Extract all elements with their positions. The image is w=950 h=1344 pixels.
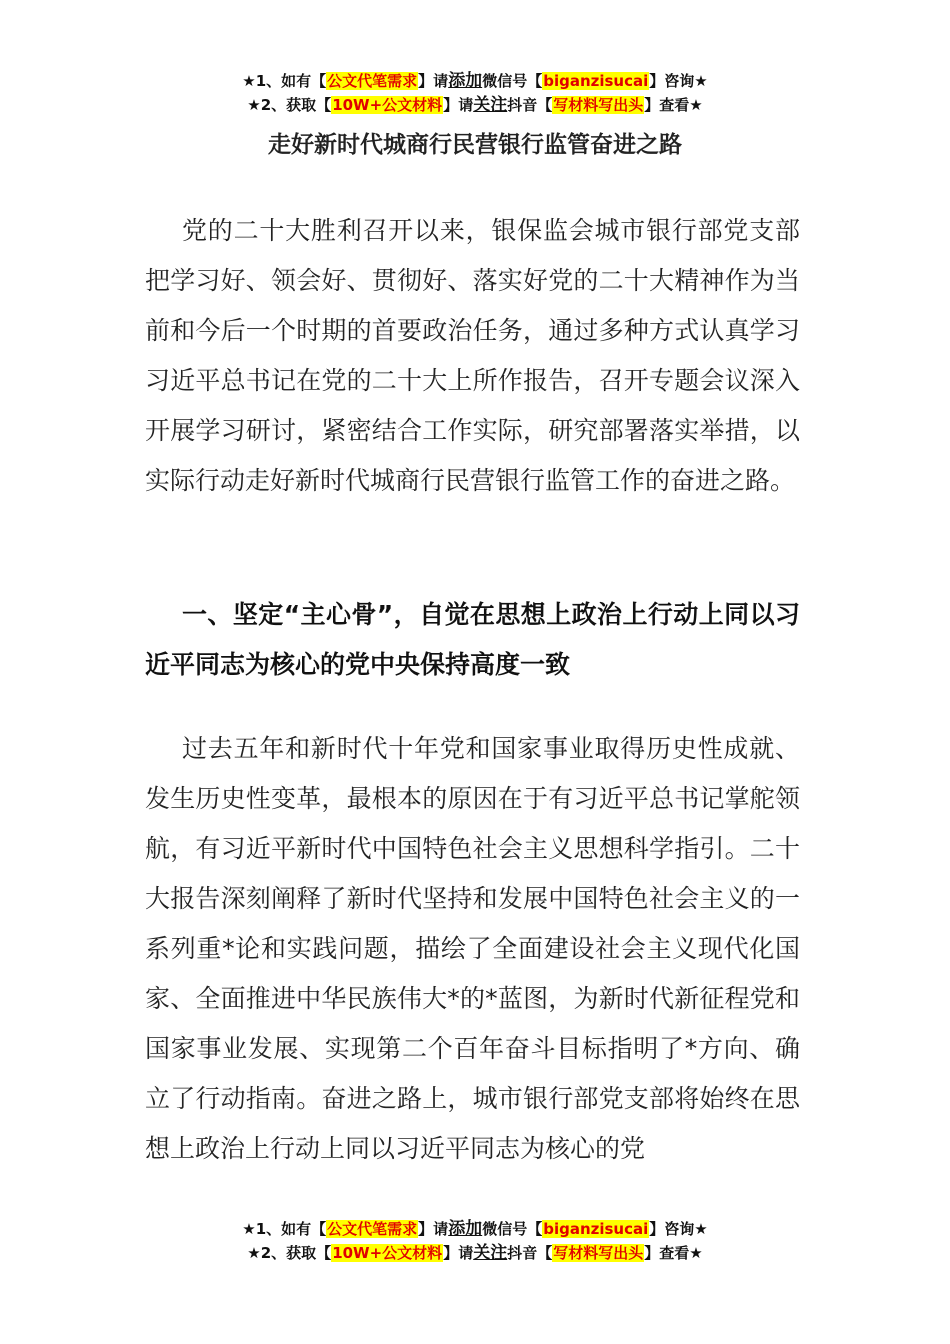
banner-text: 】请 — [443, 1244, 474, 1262]
star-icon: ★ — [694, 1220, 708, 1238]
highlight-douyin-account: 写材料写出头 — [553, 96, 644, 114]
banner-text: 】请 — [443, 96, 474, 114]
section-heading-1: 一、坚定“主心骨”，自觉在思想上政治上行动上同以习近平同志为核心的党中央保持高度一致 — [145, 600, 800, 679]
banner-text: 】请 — [418, 72, 449, 90]
banner-text: 2、获取【 — [260, 1244, 332, 1262]
star-icon: ★ — [242, 72, 256, 90]
banner-text: 】咨询 — [649, 1220, 695, 1238]
emphasis-text: 添加 — [448, 71, 483, 91]
banner-line-1 — [0, 1217, 950, 1241]
emphasis-text: 添加 — [448, 1219, 483, 1239]
star-icon: ★ — [247, 1244, 261, 1262]
header-banner — [0, 69, 950, 117]
banner-text: 抖音【 — [507, 1244, 553, 1262]
banner-text: 】查看 — [644, 1244, 690, 1262]
star-icon: ★ — [242, 1220, 256, 1238]
highlight-wechat-id: biganzisucai — [543, 72, 649, 90]
banner-text: 】查看 — [644, 96, 690, 114]
highlight-wechat-id: biganzisucai — [543, 1220, 649, 1238]
banner-text: 微信号【 — [482, 1220, 543, 1238]
star-icon: ★ — [694, 72, 708, 90]
document-title: 走好新时代城商行民营银行监管奋进之路 — [268, 132, 682, 158]
highlight-service: 公文代笔需求 — [327, 1220, 418, 1238]
footer-banner — [0, 1217, 950, 1265]
banner-line-2 — [0, 93, 950, 117]
star-icon: ★ — [689, 1244, 703, 1262]
banner-line-1 — [0, 69, 950, 93]
emphasis-text: 关注 — [473, 1243, 508, 1263]
banner-line-2 — [0, 1241, 950, 1265]
star-icon: ★ — [689, 96, 703, 114]
banner-text: 】咨询 — [649, 72, 695, 90]
emphasis-text: 关注 — [473, 95, 508, 115]
banner-text: 】请 — [418, 1220, 449, 1238]
banner-text: 微信号【 — [482, 72, 543, 90]
highlight-douyin-account: 写材料写出头 — [553, 1244, 644, 1262]
banner-text: 1、如有【 — [255, 72, 327, 90]
highlight-materials: 10W+公文材料 — [332, 96, 443, 114]
star-icon: ★ — [247, 96, 261, 114]
highlight-materials: 10W+公文材料 — [332, 1244, 443, 1262]
highlight-service: 公文代笔需求 — [327, 72, 418, 90]
paragraph-section-1: 过去五年和新时代十年党和国家事业取得历史性成就、发生历史性变革，最根本的原因在于有习近平总书记掌舵领航，有习近平新时代中国特色社会主义思想科学指引。二十大报告深刻阐释了新时代坚持和发展中国特色社会主义的一系列重*论和实践问题，描绘了全面建设社会主义现代化国家、全面推进中华民族伟大*的*蓝图，为新时代新征程党和国家事业发展、实现第二个百年奋斗目标指明了*方向、确立了行动指南。奋进之路上，城市银行部党支部将始终在思想上政治上行动上同以习近平同志为核心的党 — [145, 734, 800, 1163]
banner-text: 抖音【 — [507, 96, 553, 114]
paragraph-intro: 党的二十大胜利召开以来，银保监会城市银行部党支部把学习好、领会好、贯彻好、落实好党的二十大精神作为当前和今后一个时期的首要政治任务，通过多种方式认真学习习近平总书记在党的二十大上所作报告，召开专题会议深入开展学习研讨，紧密结合工作实际，研究部署落实举措，以实际行动走好新时代城商行民营银行监管工作的奋进之路。 — [145, 216, 800, 495]
banner-text: 1、如有【 — [255, 1220, 327, 1238]
banner-text: 2、获取【 — [260, 96, 332, 114]
